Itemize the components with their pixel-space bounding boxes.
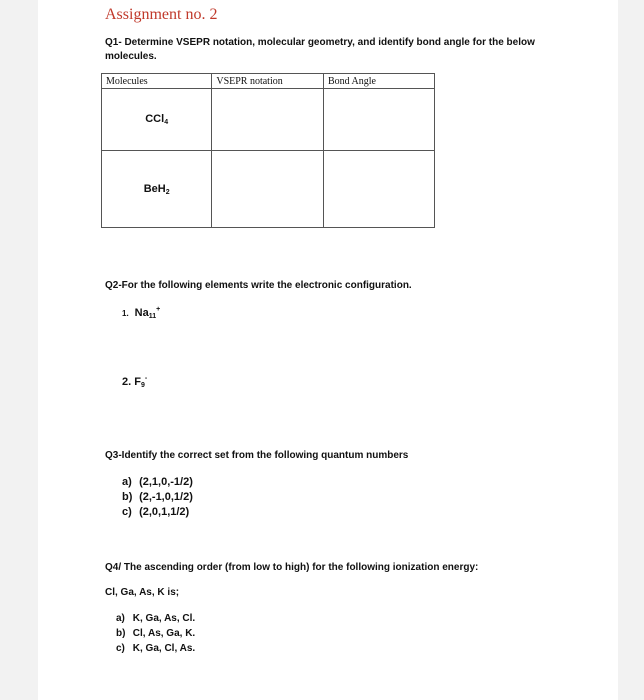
list-item	[122, 505, 193, 520]
bond-angle-answer-cell	[323, 151, 434, 228]
list-item	[122, 475, 193, 490]
item-number: 2.	[122, 376, 132, 388]
atomic-number: 11	[148, 313, 157, 320]
option-text: Cl, As, Ga, K.	[132, 628, 196, 639]
option-label: a)	[116, 613, 125, 624]
table-row	[102, 151, 435, 228]
option-list	[116, 611, 195, 656]
atomic-number: 9	[140, 382, 145, 389]
option-text: (2,1,0,-1/2)	[139, 476, 193, 488]
table-row	[102, 89, 435, 151]
option-label: a)	[122, 476, 132, 488]
option-label: c)	[116, 643, 125, 654]
element-item	[122, 372, 147, 393]
list-item	[116, 626, 195, 641]
vsepr-answer-cell	[212, 89, 324, 151]
molecule-cell	[102, 89, 212, 151]
charge: +	[156, 306, 161, 313]
header-vsepr-notation: VSEPR notation	[212, 74, 324, 89]
question-2-text: Q2-For the following elements write the electronic configuration.	[105, 280, 412, 291]
option-label: b)	[116, 628, 126, 639]
element-item	[122, 303, 160, 324]
option-label: c)	[122, 506, 132, 518]
right-margin	[618, 0, 644, 700]
header-bond-angle: Bond Angle	[323, 74, 434, 89]
option-text: K, Ga, As, Cl.	[132, 613, 196, 624]
left-margin	[0, 0, 38, 700]
molecule-base: CCl	[145, 113, 165, 125]
option-text: (2,0,1,1/2)	[139, 506, 190, 518]
item-number: 1.	[122, 309, 129, 318]
header-molecules: Molecules	[102, 74, 212, 89]
list-item	[122, 490, 193, 505]
question-4-subtext: Cl, Ga, As, K is;	[105, 587, 180, 598]
charge: -	[144, 375, 148, 382]
molecule-base: BeH	[143, 182, 166, 195]
element-symbol: F	[134, 376, 141, 388]
question-1-text: Q1- Determine VSEPR notation, molecular geometry, and identify bond angle for the below molecules.	[105, 37, 535, 62]
table-header-row	[102, 74, 435, 89]
molecule-subscript: 4	[164, 119, 169, 126]
option-text: K, Ga, Cl, As.	[132, 643, 196, 654]
vsepr-answer-cell	[212, 151, 324, 228]
molecule-table	[101, 73, 435, 228]
list-item	[116, 611, 195, 626]
option-list	[122, 475, 193, 520]
option-text: (2,-1,0,1/2)	[139, 491, 193, 503]
question-3-text: Q3-Identify the correct set from the following quantum numbers	[105, 450, 409, 461]
molecule-subscript: 2	[165, 188, 170, 196]
molecule-cell	[102, 151, 212, 228]
assignment-title: Assignment no. 2	[105, 6, 218, 23]
option-label: b)	[122, 491, 133, 503]
list-item	[116, 641, 195, 656]
bond-angle-answer-cell	[323, 89, 434, 151]
element-symbol: Na	[134, 307, 149, 319]
question-4-text: Q4/ The ascending order (from low to high) for the following ionization energy:	[105, 562, 479, 573]
